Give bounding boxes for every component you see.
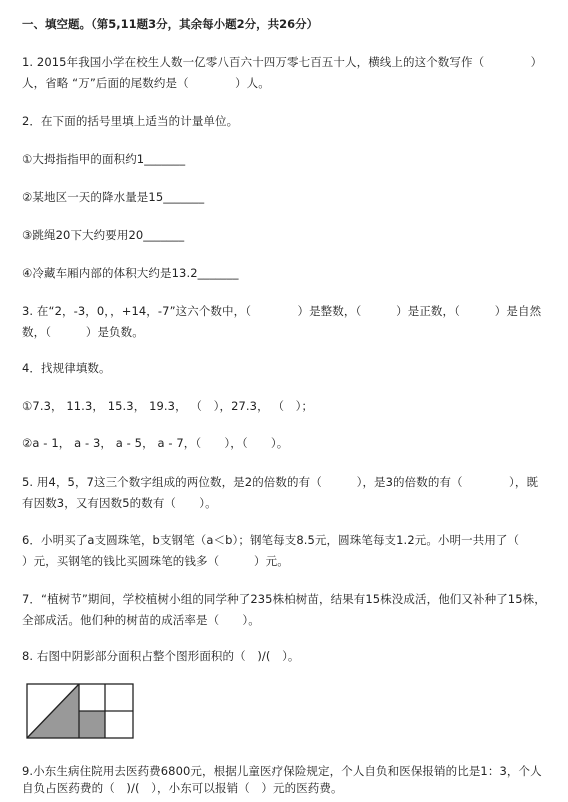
q2-item-4: ④冷藏车厢内部的体积大约是13.2_______: [22, 266, 239, 280]
q1-line2: 人，省略 “万”后面的尾数约是（ ）人。: [22, 76, 270, 90]
q7-line2: 全部成活。他们种的树苗的成活率是（ ）。: [22, 613, 260, 627]
q2-item-1: ①大拇指指甲的面积约1_______: [22, 152, 186, 166]
q3-line1: 3. 在“2，-3，0，，+14，-7”这六个数中，（ ）是整数，（ ）是正数，（ ）是自然: [22, 304, 542, 318]
q2-item-3: ③跳绳20下大约要用20_______: [22, 228, 185, 242]
q4-item-2: ②a - 1， a - 3， a - 5， a - 7，（ ），（ ）。: [22, 436, 289, 450]
q9-line1: 9.小东生病住院用去医药费6800元，根据儿童医疗保险规定，个人自负和医保报销的比是1：3，个人: [22, 764, 542, 778]
q5-line2: 有因数3，又有因数5的数有（ ）。: [22, 496, 217, 510]
q5-line1: 5. 用4，5，7这三个数字组成的两位数，是2的倍数的有（ ），是3的倍数的有（ ），既: [22, 475, 539, 489]
q2-stem: 2．在下面的括号里填上适当的计量单位。: [22, 114, 239, 128]
shaded-cell: [79, 711, 105, 738]
q1-line1: 1. 2015年我国小学在校生人数一亿零八百六十四万零七百五十人，横线上的这个数写作（ ）: [22, 55, 543, 69]
q4-item-1: ①7.3， 11.3， 15.3， 19.3， （ ），27.3， （ ）；: [22, 399, 314, 413]
q3-line2: 数，（ ）是负数。: [22, 325, 144, 339]
q9-line2: 自负占医药费的（ )/( ），小东可以报销（ ）元的医药费。: [22, 781, 343, 795]
shaded-grid-figure: [26, 683, 134, 739]
q7-line1: 7．“植树节”期间，学校植树小组的同学种了235株柏树苗，结果有15株没成活，他们又补种了15株，: [22, 592, 546, 606]
section-title: 一、填空题。（第5,11题3分，其余每小题2分，共26分）: [22, 17, 319, 31]
q8-text: 8. 右图中阴影部分面积占整个图形面积的（ )/( ）。: [22, 649, 300, 663]
q6-line1: 6．小明买了a支圆珠笔，b支钢笔（a＜b）；钢笔每支8.5元，圆珠笔每支1.2元。小明一共用了（: [22, 533, 520, 547]
q2-item-2: ②某地区一天的降水量是15_______: [22, 190, 205, 204]
q4-stem: 4．找规律填数。: [22, 361, 111, 375]
q8-figure: [26, 683, 134, 742]
q6-line2: ）元，买钢笔的钱比买圆珠笔的钱多（ ）元。: [22, 554, 289, 568]
